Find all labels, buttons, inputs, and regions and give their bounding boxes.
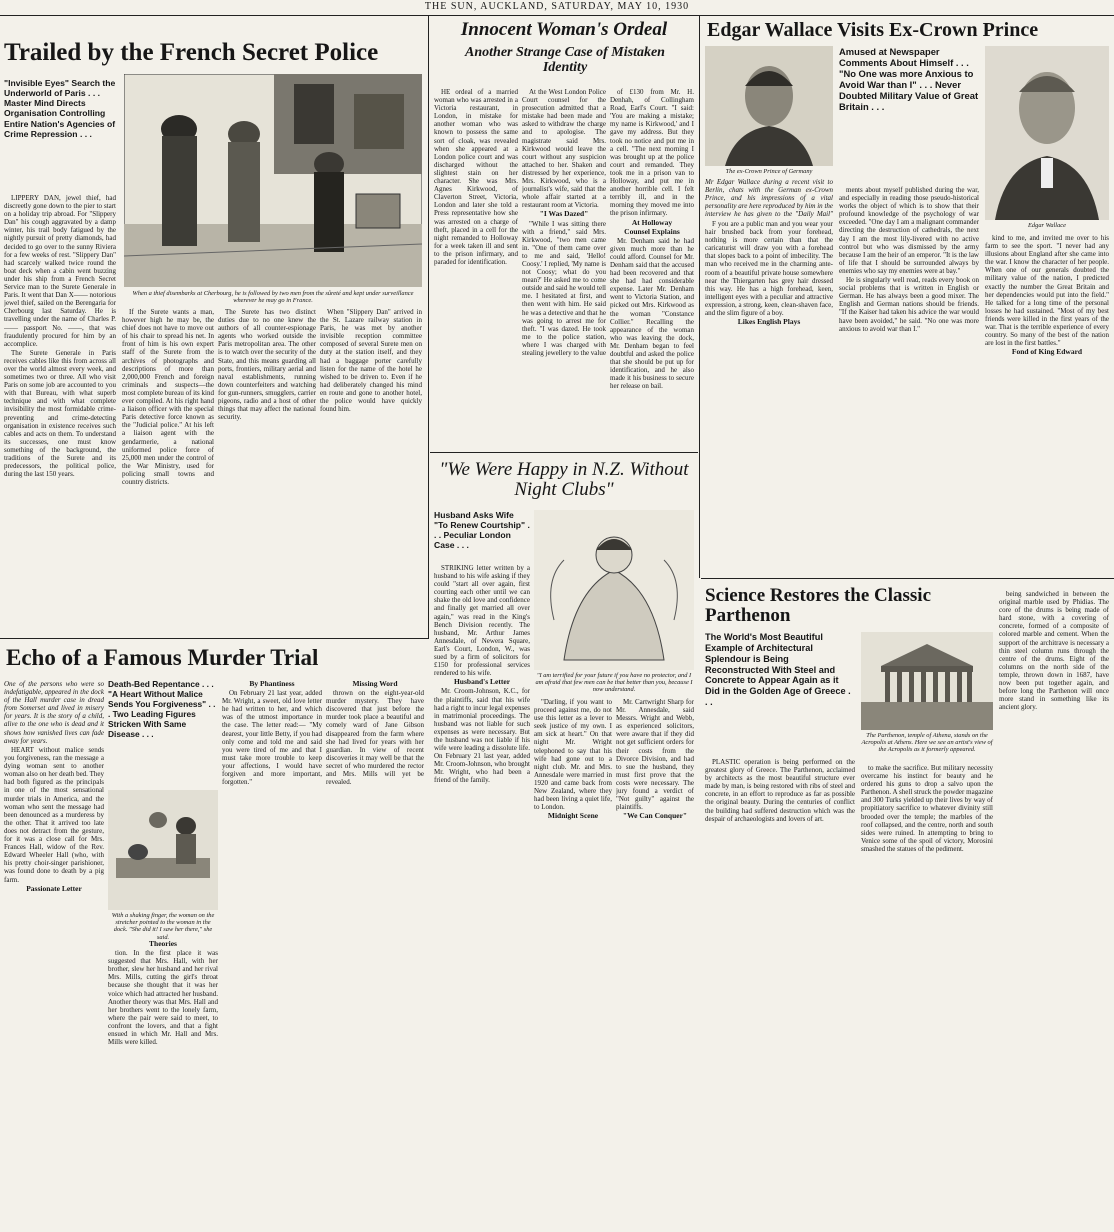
edgar-body-c: He is singularly well read, reads every book on social problems that is written in English or German. He has always been a good mixer. The English and German nations should be friends. "If the Kaiser had taken his advice the war would have been avoided," he said. "No one was more anxious to avoid war than I." bbox=[839, 276, 979, 333]
trailed-body-a: LIPPERY DAN, jewel thief, had discreetly gone down to the pier to start on a holiday trip abroad. For "Slippery Dan" his cough aggravated by a damp winter, his trail body fatigued by the nightly pursuit of pretty diamonds, had decided to go over to the sunny Riviera for a few weeks of rest. "Slippery Dan" had scarcely walked twice round the boat deck when a cabin went buzzing under his ship from a French Secret Service man to the Surete Generale in Paris. It went that Dan X—— notorious jewel thief, sailed on the Berengaria for Cherbourg last Saturday. He is travelling under the name of Charles P. —— passport No. ——, that was fraudulently procured for him by an accomplice. bbox=[4, 194, 116, 348]
science-body-b: to make the sacrifice. But military necessity overcame his instinct for beauty and he ordered his guns to drop a salvo upon the Parthenon. A shell struck the powder magazine and 300 Turks yielded up their lives by way of propitiatory sacrifice to whatever divinity still brooded over the temple; the marbles of the roof collapsed, and the centre, north and south sides were ruined. In attempting to bring to Venice some of the spoil of victory, Morosini smashed the statues of the pediment. bbox=[861, 764, 993, 853]
trailed-body-e: When "Slippery Dan" arrived in the St. Lazare railway station in Paris, he was met by another invisible reception committee composed of several Surete men on duty at the station itself, and they had a baggage porter carefully listen for the name of the hotel he wished to be driven to. Even if he had deliberately changed his mind en route and gone to another hotel, the police would have quickly found him. bbox=[320, 308, 422, 414]
edgar-col-2 bbox=[839, 186, 979, 574]
happy-col-1 bbox=[434, 564, 530, 1224]
article-murder bbox=[0, 640, 428, 1232]
murder-col-2 bbox=[108, 940, 218, 1228]
article-trailed bbox=[0, 16, 426, 638]
edgar-body-a: F you are a public man and you wear your hair brushed back from your forehead, nothing is more certain than that the caricaturist will draw you with a forehead that slopes back to a point of imbecility. The man who received me in the charming ante-room of a beautiful private house somewhere near the Thiergarten has grey hair dressed this way. He has a high forehead, keen, intelligent eyes with a peculiar and attractive expression, a strong, keen, clean-shaven face, and the slim figure of a boy. bbox=[705, 220, 833, 318]
innocent-deck: Another Strange Case of Mistaken Identity bbox=[465, 45, 665, 75]
happy-sub-3: "We Can Conquer" bbox=[622, 811, 688, 821]
edgar-body-d: kind to me, and invited me over to his farm to see the sport. "I never had any illusions about England after she came into the war. I know the character of her people. When one of our generals doubted the military value of the nation, I predicted exactly the number the Great Britain and her dependencies would put into the field." He talked for a long time of the personal losses he had sustained. "Most of my best friends were killed in the first years of the war. That is the terrible experience of every country. So many of the best of the nation are lost in the first battles." bbox=[985, 234, 1109, 348]
happy-body-d: Mr. Cartwright Sharp for Mr. Annesdale, said Messrs. Wright and Webb, as experienced solicitors, were aware that if they did not get sufficient orders for their costs from the Divorce Division, and had to sue the husband, they must first prove that the costs were necessary. The jury found a verdict of "Not guilty" against the plaintiffs. bbox=[616, 698, 694, 812]
murder-sub-1: Passionate Letter bbox=[26, 883, 82, 893]
murder-col-4 bbox=[326, 680, 424, 1228]
happy-body-a: STRIKING letter written by a husband to his wife asking if they could "start all over again, first courting each other until we can shake the old love and confidence and finally get married all over again," was read in the King's Bench Division recently. The husband, Mr. Arthur James Annesdale, of Newera Square, Earl's Court, London, W., was sued by a firm of solicitors for £150 for professional services rendered to his wife. bbox=[434, 564, 530, 678]
murder-col-3 bbox=[222, 680, 322, 1228]
murder-sub-2: Theories bbox=[149, 940, 177, 948]
science-deck: The World's Most Beautiful Example of Architectural Splendour is Being Reconstructed With Steel and Concrete to Appear Again as it Did in the Golden Age of Greece . . . bbox=[705, 632, 851, 708]
happy-body-b: Mr. Croom-Johnson, K.C., for the plaintiffs, said that his wife had a right to incur legal expenses in matrimonial proceedings. The husband was not liable for such expenses as were necessary. But the husband was not liable if his wife were leading a dissolute life. On February 21 last year, added Mr. Croom-Johnson, who brought Mr. Wright, who had been a friend of the family. bbox=[434, 687, 530, 785]
murder-sub-4: Missing Word bbox=[352, 680, 398, 688]
trailed-body-b: The Surete Generale in Paris receives cables like this from across all over the world almost every week, and sometimes two or three. All who visit Paris on some job are accounted to you with that Bureau, with what superb technique and with what complete invisibility the most formidable crime-preventing and crime-detecting organisation in existence receives such cables and acts on them. To understand its successes, one must know something of the background, the traditions of the Surete and its predecessors, the political police, during the last 150 years. bbox=[4, 348, 116, 479]
trailed-deck: "Invisible Eyes" Search the Underworld of Paris . . . Master Mind Directs Organisation Controlling Entire Nation's Agencies of Crime Repression . . . bbox=[4, 78, 116, 139]
happy-illustration bbox=[534, 510, 694, 670]
trailed-col-4 bbox=[320, 308, 422, 634]
edgar-wallace-caption: Edgar Wallace bbox=[1028, 222, 1066, 229]
edgar-deck: Amused at Newspaper Comments About Himself . . . "No One was more Anxious to Avoid War than I" . . . Never Doubted Military Value of Great Britain . . . bbox=[839, 46, 979, 113]
trailed-col-3 bbox=[218, 308, 316, 634]
murder-body-c: On February 21 last year, added Mr. Wright, a sweet, old love letter he had written to her, and which was of the utmost importance in the case. The letter read:— "My dearest, your little Betty, if you had only come and told me and said you were tired of me and that I must take more trouble to keep your affections, I would have forgiven and more important, forgotten." bbox=[222, 689, 322, 787]
happy-caption: "I am terrified for your future if you have no protector, and I am afraid that few men can be that better than you, because I now understand. bbox=[535, 672, 693, 694]
edgar-col-1 bbox=[705, 220, 833, 574]
innocent-body-a: HE ordeal of a married woman who was arrested in a Victoria restaurant, in London, in mistake for another woman who was known to possess the same sort of cloak, was revealed when she appeared at a London police court and was discharged without the slightest stain on her character. She was Mrs. Agnes Kirkwood, of Claverton Street, Victoria, London and later she told a Press representative how she was arrested on a charge of theft, placed in a cell for the night remanded to Holloway for a week taken ill and sent to the prison infirmary, and paraded for identification. bbox=[434, 88, 518, 266]
innocent-headline: Innocent Woman's Ordeal bbox=[460, 19, 668, 40]
innocent-body-b: At the West London Police Court counsel for the prosecution admitted that a mistake had been made and asked to withdraw the charge and to apologise. The magistrate said Mrs. Kirkwood would leave the court without any suspicion attached to her. Shaken and distressed by her experience, Mrs. Kirkwood, who is a journalist's wife, said that the whole affair started at a restaurant room at Victoria. bbox=[522, 88, 606, 210]
article-edgar bbox=[701, 16, 1114, 578]
trailed-headline: Trailed by the French Secret Police bbox=[4, 39, 379, 66]
murder-illustration bbox=[108, 790, 218, 910]
science-headline: Science Restores the Classic Parthenon bbox=[705, 585, 932, 626]
innocent-col-2 bbox=[522, 88, 606, 450]
innocent-sub-2: Counsel Explains bbox=[624, 226, 680, 236]
trailed-caption: When a thief disembarks at Cherbourg, he is followed by two men from the sûreté and kept under surveillance wherever he may go in France. bbox=[132, 290, 414, 305]
happy-col-2 bbox=[534, 698, 612, 1224]
trailed-body-d: The Surete has two distinct duties due to no one knew the authors of all counter-espionage agents who worked outside the Paris metropolitan area. The other is to watch over the security of the State, and this means guarding all ports, frontiers, military aerial and naval establishments, running down counterfeiters and watching for gun-runners, smugglers, carrier pigeons, radio and a host of other things that may affect the national security. bbox=[218, 308, 316, 422]
edgar-quote: Mr Edgar Wallace during a recent visit to Berlin, chats with the German ex-Crown Prince, and his impressions of a vital personality are here reproduced by him in the interview he has given to the "Daily Mail" bbox=[705, 178, 833, 218]
crown-prince-caption: The ex-Crown Prince of Germany bbox=[725, 168, 813, 175]
murder-intro: One of the persons who were so indefatigable, appeared in the dock of the Hall murder case in dread from Somerset and lived in misery for years. It is the story of a child, alive to the one who is dead and it shows how vanished lives can fade away for years. bbox=[4, 680, 104, 744]
innocent-sub-1: At Holloway bbox=[631, 217, 673, 227]
murder-col-1 bbox=[4, 746, 104, 1228]
article-innocent bbox=[430, 16, 698, 452]
murder-deck: Death-Bed Repentance . . . "A Heart Without Malice Sends You Forgiveness" . . . Two Leading Figures Stricken With Same Disease . . . bbox=[108, 679, 216, 739]
masthead: THE SUN, AUCKLAND, SATURDAY, MAY 10, 1930 bbox=[424, 1, 690, 12]
edgar-wallace-portrait bbox=[985, 46, 1109, 220]
happy-col-3 bbox=[616, 698, 694, 1224]
innocent-body-d: "While I was sitting there with a friend," said Mrs. Kirkwood, "two men came in. "One of them came over to me and said, 'Hello! Coosy.' I replied, 'My name is not Coosy; what do you mean?' He asked me to come outside and said he would tell me. I hesitated at first, and then went with him. He said he was a detective and that he was going to arrest me for theft. "I was dazed. He took me to the police station, where I was charged with stealing jewellery to the value bbox=[522, 219, 606, 357]
science-body-c: being sandwiched in between the original marble used by Phidias. The core of the drums is being made of hard stone, with a covering of concrete, formed of a composite of colored marble and cement. When the support of the architrave is necessary a thin steel column runs through the centre of the drums. Eight of the columns on the north side of the temple, thrown down in 1687, have now been put together again, and before long the Parthenon will once more stand in something like its ancient glory. bbox=[999, 590, 1109, 712]
happy-body-c: "Darling, if you want to proceed against me, do not use this letter as a lever to seek justice of my own. I am sick at heart." On that night Mr. Wright telephoned to say that his wife had gone out to a night club. Mr. and Mrs. Annesdale were married in 1920 and came back from New Zealand, where they had been living a quiet life, to London. bbox=[534, 698, 612, 812]
happy-deck: Husband Asks Wife "To Renew Courtship" . . . Peculiar London Case . . . bbox=[434, 510, 530, 551]
science-body-a: PLASTIC operation is being performed on the greatest glory of Greece. The Parthenon, acclaimed by architects as the most beautiful structure ever made by man, is being restored with ribs of steel and concrete, in an effort to reproduce as far as possible the original beauty. During the centuries of conflict the building had suffered destruction which was the despair of archaeologists and lovers of art. bbox=[705, 758, 855, 823]
innocent-col-3 bbox=[610, 88, 694, 450]
murder-body-b: tion. In the first place it was suggested that Mrs. Hall, with her brother, slew her husband and her rival Mrs. Mills, cutting the girl's throat because she thought that it was her voice which had attracted her husband. Another theory was that Mrs. Hall and her brothers went to the lonely farm, where the pair were said to meet, to confront the lovers, and that a fight ensued in which Mr. Hall and Mrs. Mills were killed. bbox=[108, 949, 218, 1047]
science-caption: The Parthenon, temple of Athena, stands on the Acropolis at Athens. Here we see an artist's view of the Acropolis as it formerly appeared. bbox=[861, 732, 993, 754]
edgar-sub-1: Likes English Plays bbox=[737, 317, 801, 327]
murder-sub-3: By Phantiness bbox=[249, 680, 295, 688]
science-col-3 bbox=[999, 590, 1109, 1228]
happy-sub-2: Midnight Scene bbox=[547, 811, 599, 821]
article-science bbox=[701, 580, 1114, 1232]
murder-caption: With a shaking finger, the woman on the stretcher pointed to the woman in the dock. "She did it! I saw her there," she said. bbox=[111, 912, 215, 941]
divider-v1 bbox=[428, 16, 429, 638]
murder-headline: Echo of a Famous Murder Trial bbox=[6, 645, 319, 670]
edgar-headline: Edgar Wallace Visits Ex-Crown Prince bbox=[707, 19, 1039, 41]
murder-body-a: HEART without malice sends you forgiveness, ran the message a dying woman sent to another woman also on her death bed. They had both figured as the principals in one of the most sensational murder trials in America, and the woman who sent the message had been denounced as a murderess by the other. That it arrived too late does not detract from the gesture, for it was a close call for Mrs. Frances Hall, widow of the Rev. Edward Wheeler Hall (who, with his pretty choir-singer parishioner, was found done to death by a pig farm. bbox=[4, 746, 104, 884]
science-col-2 bbox=[861, 764, 993, 1228]
happy-headline: "We Were Happy in N.Z. Without Night Clubs" bbox=[439, 459, 689, 500]
divider-h3 bbox=[0, 638, 429, 639]
innocent-col-1 bbox=[434, 88, 518, 450]
divider-h1 bbox=[430, 452, 698, 453]
edgar-sub-2: Fond of King Edward bbox=[1011, 347, 1083, 357]
trailed-col-1 bbox=[4, 194, 116, 634]
innocent-body-e: Mr. Denham said he had given much more than he could afford. Counsel for Mr. Denham said that the accused had been recovered and that she had had considerable expense. Later Mr. Denham went to Victoria Station, and picked out Mrs. Kirkwood as the woman "Constance Collier." Recalling the appearance of the woman who was leaving the dock, Mr. Denham began to feel doubtful and asked the police that she should be put up for identification, and he also made it his business to secure her release on bail. bbox=[610, 236, 694, 391]
divider-h2 bbox=[701, 578, 1114, 579]
crown-prince-portrait bbox=[705, 46, 833, 166]
happy-sub-1: Husband's Letter bbox=[453, 677, 511, 687]
trailed-col-2 bbox=[122, 308, 214, 634]
science-col-1 bbox=[705, 758, 855, 1228]
innocent-body-c: of £130 from Mr. H. Denhah, of Collingham Road, Earl's Court. "I said: 'You are making a mistake; my name is Kirkwood,' and I gave my address. But they took no notice and put me in a cell. "The next morning I was brought up at the police court and remanded. They took me in a prison van to Holloway, and put me in another horrible cell. I felt terribly ill, and in the morning they moved me into the prison infirmary. bbox=[610, 88, 694, 218]
murder-body-d: thrown on the eight-year-old murder mystery. They have discovered that just before the murder took place a beautiful and comely ward of Jane Gibson disappeared from the farm where she had lived for years with her guardian. In view of recent discoveries it may well be that the secret of who murdered the rector and Mrs. Mills will yet be revealed. bbox=[326, 689, 424, 787]
parthenon-illustration bbox=[861, 632, 993, 730]
edgar-col-3 bbox=[985, 234, 1109, 574]
innocent-sub-3: "I Was Dazed" bbox=[539, 209, 589, 219]
trailed-body-c: If the Surete wants a man, however high he may be, the chief does not have to move out of his chair to spread his net. In front of him is his own expert staff of the Surete from the archives of photographs and descriptions of more than 2,000,000 French and foreign criminals and suspects—the most complete bureau of its kind ever compiled. At his right hand a liaison officer with the special Paris detective force known as the "Judicial police." At his left a liaison agent with the gendarmerie, a national uniformed police force of 25,000 men under the control of the War Ministry, used for policing small towns and country districts. bbox=[122, 308, 214, 486]
divider-v2 bbox=[699, 16, 700, 578]
trailed-illustration bbox=[124, 74, 422, 287]
edgar-body-b: ments about myself published during the war, and especially in reading those pseudo-historical works the object of which is to show that their profound knowledge of the psychology of war exceeded. "One day I am a malignant commander directing the destruction of cathedrals, the next day I am the most lily-livered with no active control but who was dismissed by the army because I am the heir of an emperor. "It is the law of life that I should be surrounded always by enemies who say my enemies were at bay." bbox=[839, 186, 979, 275]
article-happy bbox=[430, 454, 698, 1232]
